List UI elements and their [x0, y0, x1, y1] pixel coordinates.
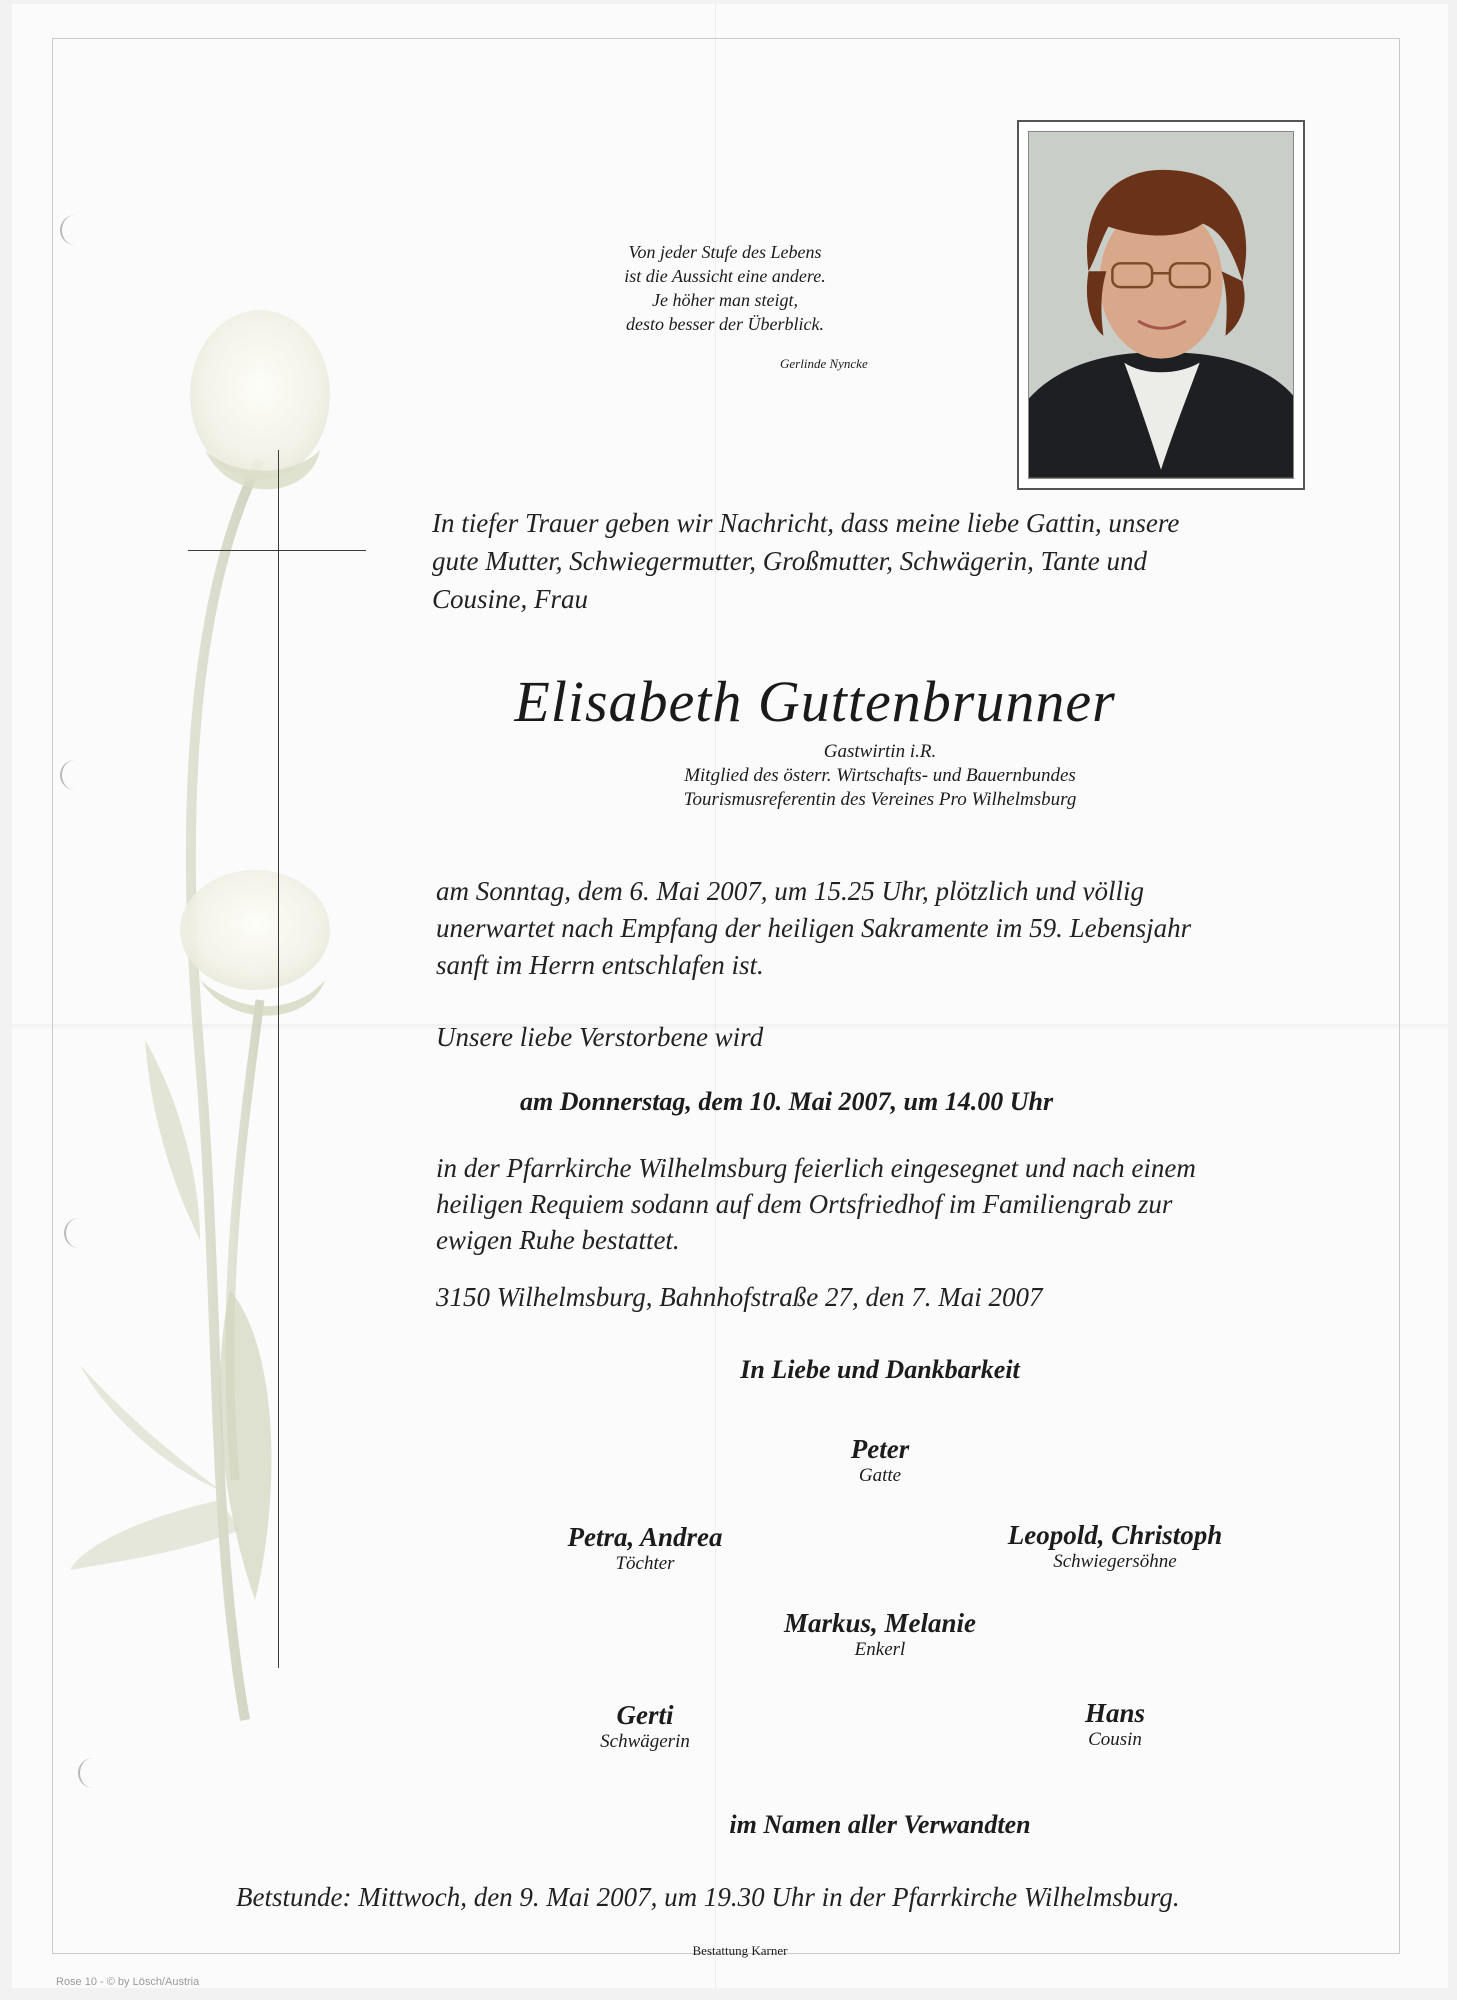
quote-line: ist die Aussicht eine andere. — [624, 266, 826, 286]
cross-vertical — [278, 450, 279, 1668]
portrait-frame — [1017, 120, 1305, 490]
prayer-hour: Betstunde: Mittwoch, den 9. Mai 2007, um 19.30 Uhr in der Pfarrkirche Wilhelmsburg. — [236, 1882, 1180, 1912]
funeral-line: heiligen Requiem sodann auf dem Ortsfriedhof im Familiengrab zur — [436, 1189, 1173, 1219]
design-credit: Rose 10 - © by Lösch/Austria — [56, 1976, 200, 1988]
mourner-name: Gerti — [616, 1700, 674, 1730]
punch-hole — [78, 1758, 108, 1788]
quote-line: Je höher man steigt, — [652, 290, 798, 310]
family-line: im Namen aller Verwandten — [729, 1810, 1031, 1839]
mourner-relation: Cousin — [1088, 1729, 1142, 1750]
mourner-sons-in-law — [960, 1520, 1270, 1574]
deceased-titles — [480, 740, 1280, 812]
mourner-daughters — [520, 1522, 770, 1576]
funeral-line: ewigen Ruhe bestattet. — [436, 1225, 680, 1255]
funeral-date: am Donnerstag, dem 10. Mai 2007, um 14.00 Uhr — [520, 1087, 1054, 1116]
mourner-relation: Töchter — [615, 1553, 675, 1574]
title-line: Tourismusreferentin des Vereines Pro Wilhelmsburg — [683, 789, 1077, 810]
closing-line: In Liebe und Dankbarkeit — [740, 1355, 1020, 1384]
punch-hole — [60, 215, 90, 245]
mourner-name: Hans — [1084, 1698, 1146, 1728]
portrait-photo — [1028, 131, 1294, 479]
intro-text — [432, 504, 1312, 618]
funeral-intro: Unsere liebe Verstorbene wird — [436, 1022, 764, 1052]
death-notice — [436, 873, 1316, 984]
mourner-grandchildren — [740, 1608, 1020, 1662]
death-line: unerwartet nach Empfang der heiligen Sakramente im 59. Lebensjahr — [436, 913, 1192, 943]
quote-block — [560, 240, 890, 336]
quote-line: desto besser der Überblick. — [626, 314, 824, 334]
portrait-image — [1029, 132, 1293, 478]
quote-author: Gerlinde Nyncke — [780, 356, 868, 371]
death-line: am Sonntag, dem 6. Mai 2007, um 15.25 Uhr, plötzlich und völlig — [436, 876, 1144, 906]
mourner-name: Markus, Melanie — [783, 1608, 977, 1638]
intro-line: In tiefer Trauer geben wir Nachricht, dass meine liebe Gattin, unsere — [432, 508, 1180, 538]
mourner-cousin — [1015, 1698, 1215, 1752]
mourner-name: Peter — [850, 1434, 910, 1464]
quote-line: Von jeder Stufe des Lebens — [628, 242, 822, 262]
undertaker: Bestattung Karner — [692, 1943, 788, 1958]
deceased-name: Elisabeth Guttenbrunner — [514, 669, 1116, 734]
title-line: Mitglied des österr. Wirtschafts- und Bauernbundes — [684, 765, 1076, 786]
mourner-relation: Enkerl — [854, 1639, 906, 1660]
intro-line: gute Mutter, Schwiegermutter, Großmutter, Schwägerin, Tante und — [432, 546, 1147, 576]
cross-horizontal — [188, 550, 366, 551]
address-date: 3150 Wilhelmsburg, Bahnhofstraße 27, den 7. Mai 2007 — [436, 1282, 1043, 1312]
funeral-line: in der Pfarrkirche Wilhelmsburg feierlich eingesegnet und nach einem — [436, 1153, 1196, 1183]
mourner-peter — [780, 1434, 980, 1488]
title-line: Gastwirtin i.R. — [823, 741, 937, 762]
mourner-name: Petra, Andrea — [567, 1522, 723, 1552]
funeral-text — [436, 1150, 1336, 1258]
mourner-sister-in-law — [545, 1700, 745, 1754]
mourner-relation: Schwägerin — [600, 1731, 690, 1752]
intro-line: Cousine, Frau — [432, 584, 589, 614]
mourner-name: Leopold, Christoph — [1007, 1520, 1223, 1550]
mourner-relation: Gatte — [858, 1465, 902, 1486]
mourner-relation: Schwiegersöhne — [1053, 1551, 1177, 1572]
rose-illustration — [70, 300, 410, 1760]
death-line: sanft im Herrn entschlafen ist. — [436, 950, 764, 980]
